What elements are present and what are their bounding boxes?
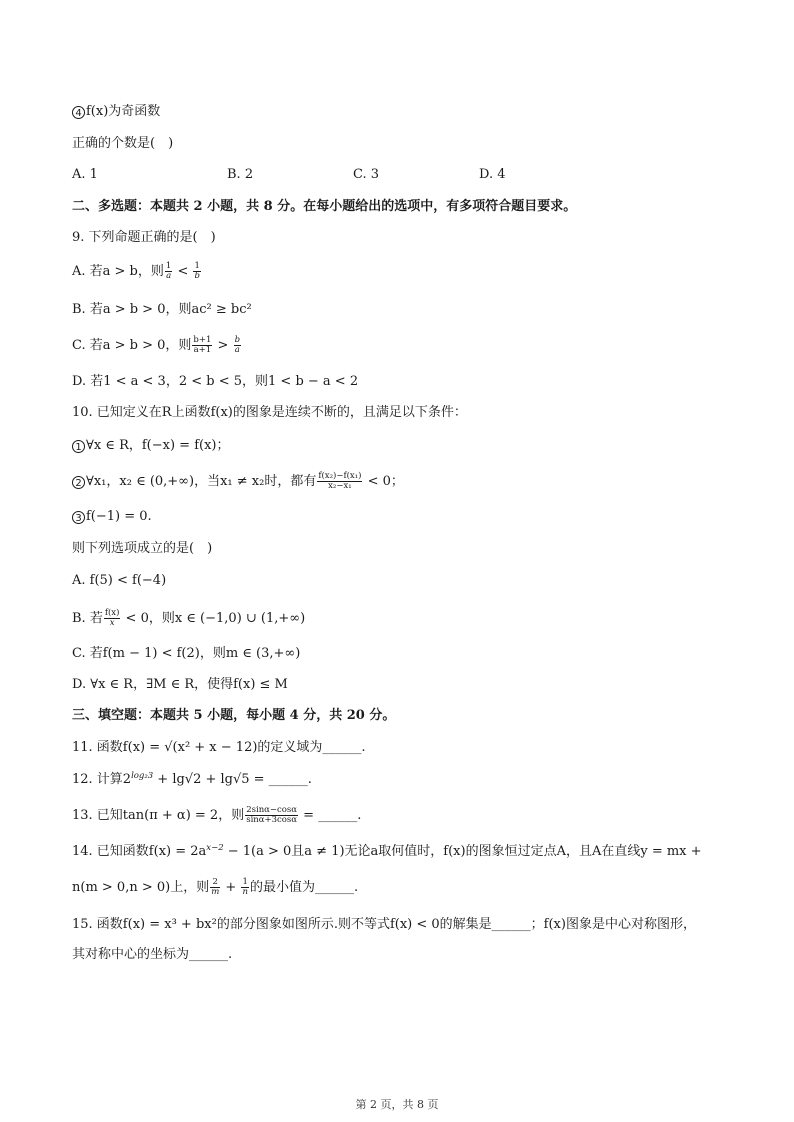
fraction: $\frac{b}{a}$: [234, 335, 241, 355]
q10-option-d: D. ∀x ∈ R，∃M ∈ R，使得f(x) ≤ M: [72, 677, 288, 692]
section-3-heading: 三、填空题：本题共 5 小题，每小题 4 分，共 20 分。: [72, 708, 396, 723]
q15-line-2: 其对称中心的坐标为______.: [72, 947, 233, 962]
fraction: $\frac{2\sin\alpha-\cos\alpha}{\sin\alpha+3\cos\alpha}$: [246, 805, 298, 825]
circled-number: 1: [72, 440, 85, 453]
q10-stem: 10. 已知定义在R上函数f(x)的图象是连续不断的，且满足以下条件：: [72, 405, 467, 420]
q9-option-a: A. 若a > b，则 $\frac{1}{a}$ < $\frac{1}{b}$: [72, 261, 200, 281]
q8-option-a: A. 1: [72, 167, 98, 182]
fraction: $\frac{1}{a}$: [165, 261, 172, 281]
q8-option-d: D. 4: [479, 167, 506, 182]
fraction: $\frac{1}{b}$: [194, 261, 200, 281]
q9-option-b: B. 若a > b > 0，则ac² ≥ bc²: [72, 302, 252, 317]
q10-option-b: B. 若 $\frac{f(x)}{x}$ < 0，则x ∈ (−1,0) ∪ (1,+∞): [72, 608, 306, 628]
q8-question: 正确的个数是( ): [72, 136, 174, 151]
fraction: $\frac{b+1}{a+1}$: [193, 335, 212, 355]
q10-option-a: A. f(5) < f(−4): [72, 573, 167, 588]
q8-option-b: B. 2: [227, 167, 254, 182]
q11: 11. 函数f(x) = √(x² + x − 12)的定义域为______.: [72, 740, 366, 755]
q9-stem: 9. 下列命题正确的是( ): [72, 230, 216, 245]
page-footer: 第 2 页，共 8 页: [355, 1098, 439, 1111]
q8-option-c: C. 3: [353, 167, 380, 182]
fraction: $\frac{\text{f(x₂)−f(x₁)}}{\text{x₂−x₁}}$: [318, 471, 362, 491]
q9-option-c: C. 若a > b > 0，则 $\frac{b+1}{a+1}$ > $\frac{b}{a}$: [72, 335, 241, 355]
q10-condition-3: 3 f(−1) = 0.: [72, 510, 152, 524]
q14-line-2: n(m > 0,n > 0)上，则 $\frac{2}{m}$ + $\frac{1}{n}$ 的最小值为______.: [72, 877, 359, 897]
fraction: $\frac{2}{m}$: [211, 877, 220, 897]
q13: 13. 已知tan(π + α) = 2，则 $\frac{2\sin\alpha-\cos\alpha}{\sin\alpha+3\cos\alpha}$ = ______.: [72, 805, 362, 825]
circled-number: 3: [72, 511, 85, 524]
q15-line-1: 15. 函数f(x) = x³ + bx²的部分图象如图所示.则不等式f(x) < 0的解集是______；f(x)图象是中心对称图形，: [72, 917, 696, 932]
q10-option-c: C. 若f(m − 1) < f(2)，则m ∈ (3,+∞): [72, 646, 301, 661]
q10-condition-1: 1 ∀x ∈ R，f(−x) = f(x)；: [72, 439, 229, 453]
section-2-heading: 二、多选题：本题共 2 小题，共 8 分。在每小题给出的选项中，有多项符合题目要求。: [72, 199, 577, 214]
q14-line-1: 14. 已知函数$f(x) = 2a^{x-2} - 1(a > 0$且a ≠ 1)无论a取何值时，f(x)的图象恒过定点A，且A在直线y = mx +: [72, 843, 702, 859]
q10-question: 则下列选项成立的是( ): [72, 541, 213, 556]
q9-option-d: D. 若1 < a < 3，2 < b < 5，则1 < b − a < 2: [72, 374, 359, 389]
fraction: $\frac{1}{n}$: [242, 877, 248, 897]
fraction: $\frac{f(x)}{x}$: [104, 608, 120, 628]
q12: 12. 计算$2^{log_23} + \lg√2 + \lg√5$ = ______.: [72, 771, 312, 787]
circled-number: 4: [72, 106, 85, 119]
q8-statement-4-text: f(x)为奇函数: [86, 104, 161, 119]
circled-number: 2: [72, 476, 85, 489]
q8-statement-4: [72, 105, 160, 119]
q10-condition-2: 2 ∀x₁，x₂ ∈ (0,+∞)，当x₁ ≠ x₂时，都有 $\frac{\text{f(x₂)−f(x₁)}}{\text{x₂−x₁}}$ < 0；: [72, 472, 404, 491]
